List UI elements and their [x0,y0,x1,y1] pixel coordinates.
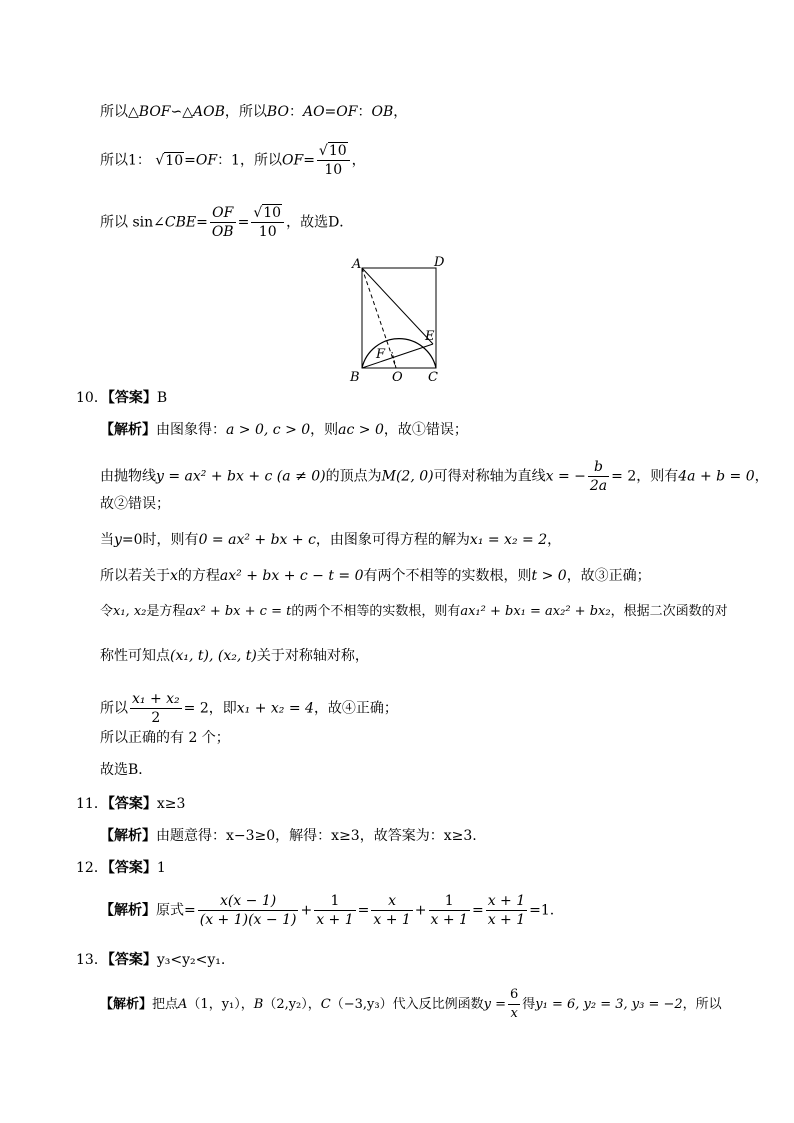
analysis-tag: 【解析】 [100,902,156,919]
formula: = 2 [183,700,209,717]
q12-header [76,858,166,878]
text: AOB [193,104,225,120]
text: ， [393,104,408,120]
formula: = 2 [611,468,637,485]
text: = [303,152,315,169]
text: 是方程 [146,604,186,619]
text: ，故①错误； [383,422,468,438]
formula: M(2, 0) [381,468,434,485]
formula: x₁ + x₂ = 4 [236,700,314,717]
text: 所以△ [100,104,139,120]
formula: ac > 0 [338,422,384,438]
text: 所以1： [100,152,151,169]
denominator: x + 1 [373,912,411,928]
text: ：1，所以 [217,152,282,169]
denominator: 10 [324,162,343,178]
q13-header [76,950,225,970]
answer-tag: 【答案】 [107,860,157,876]
segment-of-dashed [392,352,396,368]
label-c: C [428,370,438,384]
numerator: x + 1 [487,893,526,909]
formula: a > 0, c > 0 [226,422,311,438]
fraction [251,204,284,241]
formula: x₁ = x₂ = 2 [469,532,548,548]
text: AO [302,104,325,120]
fraction [314,892,355,929]
fraction [317,142,350,179]
answer-value: 1 [156,860,166,876]
label-b: B [350,370,360,384]
text: （−3,y₃）代入反比例函数 [330,997,484,1012]
answer-tag: 【答案】 [107,390,157,406]
formula: t > 0 [531,568,567,584]
formula: y = [483,997,506,1012]
segment-be [362,344,433,368]
fraction [210,204,236,241]
text: 所以 sin∠ [100,214,165,231]
numerator: 10 [328,143,347,159]
text: =1. [529,902,555,919]
denominator: (x + 1)(x − 1) [199,912,297,928]
q10-header [76,388,167,408]
text: ，故选D． [286,214,354,231]
text: 的顶点为 [325,468,382,485]
text: 称性可知点 [100,648,170,664]
text: 的方程 [177,568,220,584]
q10-line-1 [100,420,468,440]
text: 所以若关于 [100,568,170,584]
text: ，则有 [636,468,679,485]
text: 令 [100,604,114,619]
q10-line-8 [100,690,398,727]
answer-value: y₃<y₂<y₁. [156,952,226,968]
fraction [198,892,299,929]
text: ： [288,104,303,120]
geometry-figure [340,252,450,384]
text: BOF [138,104,171,120]
formula: 4a + b = 0 [678,468,755,485]
text: y [114,532,122,548]
fraction [130,690,182,727]
text: = [184,152,196,169]
operator: + [414,902,427,919]
label-e: E [425,329,435,344]
analysis-tag: 【解析】 [100,422,156,438]
formula: ax² + bx + c = t [185,604,292,619]
q11-line-1 [100,826,477,846]
numerator: x₁ + x₂ [132,691,180,707]
formula: ax² + bx + c − t = 0 [219,568,364,584]
q10-line-2 [100,458,769,495]
sqrt-symbol: √ [253,205,263,221]
fraction [429,892,470,929]
fraction [486,892,527,929]
text: 得 [522,997,536,1012]
text: ，根据二次函数的对 [610,604,728,619]
text: ， [547,532,562,548]
s9-line-2 [100,142,366,179]
text: ，故③正确； [566,568,651,584]
sqrt-symbol: √ [155,152,165,169]
label-a: A [352,257,362,272]
denominator: x + 1 [487,912,526,928]
label-f: F [376,347,386,362]
text: （2,y₂）， [263,997,321,1012]
numerator: 6 [508,986,520,1005]
formula: x = − [545,468,586,485]
text: =0时，则有 [121,532,199,548]
text: CBE [164,214,197,231]
formula: x₁, x₂ [113,604,147,619]
operator: + [300,902,313,919]
question-number: 13． [76,952,108,968]
text: OF [336,104,358,120]
analysis-tag: 【解析】 [100,828,156,844]
question-number: 12． [76,860,108,876]
text: ，即 [208,700,237,717]
numerator: 1 [429,892,470,911]
fraction [371,892,412,929]
q10-line-5 [100,566,651,586]
q13-line-1 [100,986,722,1023]
q12-line-1 [100,892,554,929]
text: BO [266,104,289,120]
q10-line-4 [100,530,561,550]
answer-tag: 【答案】 [107,952,157,968]
operator: = [471,902,484,919]
denominator: 2 [151,710,161,726]
s9-line-1 [100,102,407,122]
numerator: x [371,892,412,911]
label-d: D [434,255,445,270]
label-o: O [392,370,403,384]
text: C [320,997,331,1012]
text: 关于对称轴对称， [256,648,369,664]
text: （1，y₁）， [187,997,254,1012]
text: B [253,997,264,1012]
text: 由图象得： [156,422,226,438]
text: ， [351,152,366,169]
sqrt-symbol: √ [318,143,328,159]
fraction [508,986,520,1023]
operator: = [357,902,370,919]
text: 所以 [100,700,128,717]
numerator: 10 [263,205,282,221]
numerator: x(x − 1) [198,892,299,911]
fraction [588,458,609,495]
text: 当 [100,532,114,548]
text: ： [357,104,372,120]
numerator: 1 [314,892,355,911]
denominator: OB [211,224,234,240]
formula: (x₁, t), (x₂, t) [170,648,257,664]
text: = [324,104,337,120]
answer-value: B [156,390,168,406]
q10-line-7 [100,646,369,666]
question-number: 10． [76,390,108,406]
numerator: OF [210,204,236,223]
answer-value: x≥3 [156,796,186,812]
text: 由题意得：x−3≥0，解得：x≥3，故答案为：x≥3. [156,828,477,844]
text: = [237,214,250,231]
text: 有两个不相等的实数根，则 [363,568,532,584]
text: ， [754,468,769,485]
answer-tag: 【答案】 [107,796,157,812]
formula: 0 = ax² + bx + c [198,532,316,548]
question-number: 11． [76,796,108,812]
text: x [170,568,178,584]
text: OF [195,152,218,169]
text: OB [371,104,394,120]
formula: ax₁² + bx₁ = ax₂² + bx₂ [460,604,611,619]
text: OF [281,152,304,169]
text: 可得对称轴为直线 [433,468,546,485]
text: ，所以 [224,104,267,120]
s9-line-3 [100,204,353,241]
q10-line-10: 故选B． [100,762,153,778]
sqrt-radicand: 10 [165,152,184,169]
analysis-tag: 【解析】 [100,997,153,1012]
text: A [178,997,188,1012]
q10-line-9: 所以正确的有 2 个； [100,730,230,746]
q10-line-6 [100,602,728,622]
denominator: 10 [258,224,277,240]
formula: y₁ = 6, y₂ = 3, y₃ = −2 [535,997,683,1012]
denominator: 2a [589,478,608,494]
text: 由抛物线 [100,468,156,485]
rectangle-abcd [362,268,436,368]
denominator: x + 1 [430,912,468,928]
denominator: x [510,1006,518,1021]
q11-header [76,794,185,814]
numerator: b [588,458,609,477]
text: 原式= [156,902,196,919]
q10-line-3: 故②错误； [100,496,170,512]
text: 的两个不相等的实数根，则有 [291,604,461,619]
text: ，所以 [682,997,722,1012]
text: 把点 [152,997,179,1012]
text: ，则 [310,422,339,438]
denominator: x + 1 [316,912,354,928]
formula: y = ax² + bx + c (a ≠ 0) [156,468,326,485]
text: ∽△ [170,104,194,120]
text: = [196,214,208,231]
text: ，由图象可得方程的解为 [315,532,470,548]
text: ，故④正确； [313,700,398,717]
segment-ae [362,268,433,344]
